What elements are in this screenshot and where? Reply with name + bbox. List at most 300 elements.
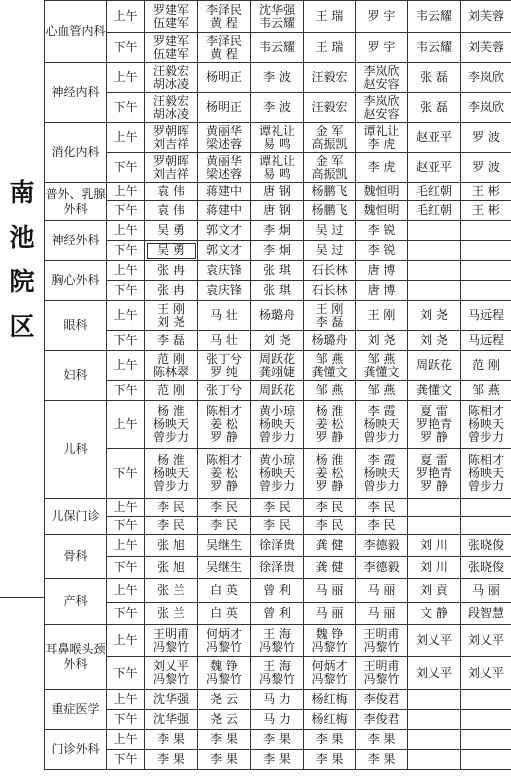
doctor-name: 杨璐舟 [311, 333, 348, 347]
doctor-cell [304, 301, 356, 331]
doctor-cell [304, 221, 356, 241]
schedule-row [45, 63, 511, 93]
doctor-name: 文 静 [420, 606, 448, 620]
doctor-name: 王 瑞 [315, 40, 344, 54]
doctor-name: 周跃花 [415, 358, 452, 372]
doctor-name: 王 彬 [472, 184, 500, 198]
doctor-name: 罗 宇 [367, 9, 396, 23]
session-cell: 下午 [107, 449, 145, 499]
doctor-name: 李 磊 [157, 333, 185, 347]
doctor-cell [145, 625, 198, 657]
doctor-name: 刘 川 [420, 538, 448, 552]
doctor-cell [198, 657, 251, 690]
doctor-cell [198, 730, 251, 750]
doctor-cell [461, 201, 511, 221]
doctor-name: 魏 铮 [210, 659, 238, 673]
doctor-cell [304, 499, 356, 517]
campus-label-char: 南 [9, 178, 35, 207]
session-cell: 上午 [107, 183, 145, 201]
session-cell: 下午 [107, 153, 145, 183]
doctor-cell [304, 603, 356, 625]
doctor-cell [408, 351, 461, 381]
doctor-cell [198, 603, 251, 625]
doctor-name: 罗朝晖 [152, 123, 189, 138]
doctor-cell [408, 517, 461, 535]
doctor-cell [198, 449, 251, 499]
doctor-name: 马 壮 [210, 333, 238, 347]
doctor-cell [461, 351, 511, 381]
doctor-name: 刘 尧 [157, 314, 185, 329]
doctor-cell [304, 579, 356, 603]
schedule-row [45, 183, 511, 201]
doctor-name: 金 军 [315, 153, 344, 168]
doctor-cell [251, 499, 304, 517]
doctor-cell [356, 301, 408, 331]
schedule-row [45, 535, 511, 557]
doctor-name: 李 民 [315, 500, 344, 514]
doctor-cell [461, 750, 511, 770]
doctor-name: 李 民 [367, 500, 396, 514]
doctor-name: 龚 健 [315, 560, 344, 574]
doctor-cell [198, 153, 251, 183]
campus-label [0, 175, 44, 345]
doctor-name: 冯黎竹 [152, 639, 189, 654]
doctor-name: 杨鹏飞 [311, 184, 348, 198]
doctor-cell [198, 123, 251, 153]
department-cell: 门诊外科 [45, 730, 107, 770]
doctor-name: 马 丽 [367, 606, 396, 620]
doctor-cell [461, 449, 511, 499]
doctor-name: 伍建军 [152, 15, 189, 30]
session-cell: 下午 [107, 657, 145, 690]
doctor-cell [356, 603, 408, 625]
doctor-cell [356, 730, 408, 750]
doctor-name: 杨红梅 [311, 692, 348, 706]
session-cell: 上午 [107, 221, 145, 241]
doctor-cell [461, 557, 511, 579]
doctor-cell [145, 201, 198, 221]
schedule-row [45, 381, 511, 401]
schedule-row [45, 449, 511, 499]
doctor-name: 李 果 [210, 752, 238, 766]
schedule-row [45, 730, 511, 750]
doctor-name: 罗 宇 [367, 40, 396, 54]
doctor-name: 曾步力 [363, 430, 400, 444]
doctor-name: 金 军 [315, 123, 344, 138]
doctor-cell [251, 730, 304, 750]
doctor-cell [461, 499, 511, 517]
doctor-cell [461, 657, 511, 690]
doctor-name: 李 虎 [367, 136, 396, 151]
doctor-name: 龚懂文 [363, 364, 400, 379]
doctor-name: 夏 雷 [420, 453, 448, 467]
doctor-name: 罗 静 [420, 479, 448, 493]
doctor-name: 刘乂平 [467, 633, 504, 647]
doctor-cell [461, 241, 511, 261]
doctor-name: 马 力 [263, 712, 291, 726]
doctor-cell [198, 221, 251, 241]
session-cell: 上午 [107, 535, 145, 557]
doctor-cell [251, 221, 304, 241]
doctor-cell [461, 183, 511, 201]
doctor-cell [408, 331, 461, 351]
doctor-cell [408, 579, 461, 603]
doctor-name: 黄 程 [210, 46, 238, 61]
doctor-name: 石长林 [311, 263, 348, 277]
doctor-cell [461, 63, 511, 93]
doctor-name: 汪毅宏 [311, 70, 348, 84]
doctor-name: 张 冉 [157, 283, 185, 297]
doctor-name: 李岚欣 [467, 100, 504, 114]
doctor-cell [145, 301, 198, 331]
doctor-name: 周跃花 [258, 351, 295, 366]
doctor-cell [356, 123, 408, 153]
doctor-name: 杨明正 [205, 100, 242, 114]
doctor-cell [251, 351, 304, 381]
doctor-name: 冯黎竹 [205, 672, 242, 686]
doctor-name: 李 霞 [367, 404, 396, 418]
doctor-name: 冯黎竹 [311, 672, 348, 686]
doctor-name: 杨映天 [363, 466, 400, 480]
doctor-name: 白 英 [210, 606, 238, 620]
doctor-name: 姜 松 [315, 466, 344, 480]
doctor-cell [356, 557, 408, 579]
doctor-name: 李 民 [263, 500, 291, 514]
doctor-cell [251, 201, 304, 221]
schedule-row [45, 579, 511, 603]
doctor-name: 张丁兮 [205, 351, 242, 366]
doctor-name: 杨明正 [205, 70, 242, 84]
doctor-cell [251, 710, 304, 730]
doctor-name: 王 海 [263, 626, 291, 641]
doctor-cell [198, 517, 251, 535]
doctor-cell [356, 183, 408, 201]
doctor-name: 汪毅宏 [311, 100, 348, 114]
campus-label-char: 区 [9, 311, 35, 341]
doctor-cell [304, 33, 356, 63]
doctor-name: 沈华强 [152, 692, 189, 706]
doctor-cell [251, 579, 304, 603]
doctor-cell [408, 33, 461, 63]
doctor-cell [356, 93, 408, 123]
doctor-name: 冯黎竹 [258, 672, 295, 686]
session-cell: 下午 [107, 241, 145, 261]
doctor-cell [356, 517, 408, 535]
doctor-cell [408, 603, 461, 625]
doctor-name: 罗艳青 [415, 466, 452, 480]
schedule-row [45, 281, 511, 301]
doctor-name: 李 波 [263, 100, 291, 114]
duty-schedule-table [44, 0, 511, 770]
doctor-cell [461, 381, 511, 401]
doctor-name: 谭礼让 [258, 123, 295, 138]
department-cell: 心血管内科 [45, 1, 107, 63]
doctor-name: 王 刚 [315, 301, 344, 316]
doctor-name: 李 果 [263, 752, 291, 766]
session-cell: 下午 [107, 33, 145, 63]
doctor-name: 李岚欣 [363, 93, 400, 108]
doctor-cell [356, 261, 408, 281]
doctor-cell [408, 301, 461, 331]
doctor-cell [145, 33, 198, 63]
doctor-name: 李 果 [157, 732, 185, 746]
doctor-name: 罗 静 [420, 430, 448, 444]
doctor-cell [198, 499, 251, 517]
session-cell: 上午 [107, 301, 145, 331]
doctor-name: 陈林翠 [152, 364, 189, 379]
doctor-cell [461, 603, 511, 625]
doctor-name: 杨鹏飞 [311, 203, 348, 217]
schedule-row [45, 557, 511, 579]
doctor-cell [461, 1, 511, 33]
doctor-cell [145, 281, 198, 301]
doctor-name: 袁庆锋 [205, 283, 242, 297]
doctor-cell [251, 750, 304, 770]
department-cell: 产科 [45, 579, 107, 625]
doctor-name: 周跃花 [258, 383, 295, 397]
doctor-name: 李泽民 [205, 2, 242, 17]
department-cell: 消化内科 [45, 123, 107, 183]
doctor-cell [198, 1, 251, 33]
department-cell: 普外、乳腺外科 [45, 183, 107, 221]
doctor-cell [408, 449, 461, 499]
doctor-cell [198, 381, 251, 401]
session-cell: 下午 [107, 381, 145, 401]
doctor-name: 唐 博 [367, 263, 396, 277]
doctor-name: 黄丽华 [205, 123, 242, 138]
doctor-cell [198, 201, 251, 221]
doctor-name: 张丁兮 [205, 383, 242, 397]
doctor-name: 吴 勇 [157, 243, 185, 257]
doctor-cell [356, 535, 408, 557]
doctor-cell [356, 710, 408, 730]
doctor-name: 龚翊婕 [258, 364, 295, 379]
doctor-cell [251, 123, 304, 153]
doctor-cell [461, 281, 511, 301]
doctor-name: 王明甫 [363, 659, 400, 673]
doctor-cell [251, 603, 304, 625]
doctor-name: 李岚欣 [363, 63, 400, 78]
doctor-name: 罗 静 [315, 479, 344, 493]
schedule-row [45, 123, 511, 153]
schedule-row [45, 261, 511, 281]
doctor-name: 李 果 [263, 732, 291, 746]
doctor-cell [145, 750, 198, 770]
doctor-cell [145, 183, 198, 201]
doctor-cell [408, 499, 461, 517]
doctor-name: 曾步力 [467, 479, 504, 493]
doctor-cell [251, 657, 304, 690]
doctor-name: 郭文才 [205, 243, 242, 257]
session-cell: 上午 [107, 351, 145, 381]
doctor-cell [198, 33, 251, 63]
doctor-name: 吴继生 [205, 560, 242, 574]
doctor-cell [304, 381, 356, 401]
doctor-cell [198, 93, 251, 123]
doctor-cell [145, 221, 198, 241]
doctor-cell [145, 499, 198, 517]
doctor-cell [356, 381, 408, 401]
doctor-name: 杨映天 [467, 466, 504, 480]
doctor-name: 张 兰 [157, 606, 185, 620]
doctor-name: 徐泽贵 [258, 560, 295, 574]
schedule-row [45, 517, 511, 535]
doctor-name: 李 磊 [315, 314, 344, 329]
doctor-name: 刘乂平 [415, 633, 452, 647]
doctor-cell [356, 331, 408, 351]
doctor-cell [356, 401, 408, 449]
doctor-cell [145, 153, 198, 183]
doctor-name: 胡冰凌 [152, 76, 189, 91]
doctor-cell [251, 557, 304, 579]
doctor-cell [251, 401, 304, 449]
doctor-name: 冯黎竹 [311, 639, 348, 654]
doctor-name: 龚懂文 [311, 364, 348, 379]
doctor-cell [408, 1, 461, 33]
doctor-name: 魏恒明 [363, 203, 400, 217]
doctor-cell [251, 281, 304, 301]
doctor-name: 刘吉祥 [152, 136, 189, 151]
doctor-cell [461, 153, 511, 183]
doctor-name: 张晓俊 [467, 538, 504, 552]
schedule-row [45, 690, 511, 710]
doctor-name: 曾步力 [467, 430, 504, 444]
doctor-cell [198, 63, 251, 93]
doctor-name: 冯黎竹 [258, 639, 295, 654]
doctor-cell [145, 710, 198, 730]
doctor-name: 汪毅宏 [152, 63, 189, 78]
doctor-cell [356, 1, 408, 33]
doctor-cell [356, 221, 408, 241]
session-cell: 上午 [107, 625, 145, 657]
doctor-cell [356, 201, 408, 221]
doctor-name: 尧 云 [210, 692, 238, 706]
doctor-name: 沈华强 [152, 712, 189, 726]
doctor-cell [198, 241, 251, 261]
doctor-name: 刘 貢 [420, 583, 448, 597]
doctor-cell [145, 351, 198, 381]
doctor-cell [145, 449, 198, 499]
doctor-name: 刘芙蓉 [467, 40, 504, 54]
doctor-name: 韦云耀 [415, 40, 452, 54]
doctor-name: 李泽民 [205, 33, 242, 48]
doctor-cell [408, 557, 461, 579]
doctor-name: 吴 过 [315, 243, 344, 257]
doctor-name: 罗 静 [210, 430, 238, 444]
doctor-name: 杨璐舟 [258, 308, 295, 322]
doctor-name: 李俊君 [363, 692, 400, 706]
session-cell: 上午 [107, 690, 145, 710]
doctor-cell [251, 1, 304, 33]
session-cell: 下午 [107, 710, 145, 730]
session-cell: 下午 [107, 517, 145, 535]
doctor-cell [408, 153, 461, 183]
doctor-name: 龚懂文 [415, 383, 452, 397]
doctor-name: 汪毅宏 [152, 93, 189, 108]
doctor-cell [251, 381, 304, 401]
doctor-cell [145, 93, 198, 123]
doctor-name: 曾步力 [152, 479, 189, 493]
doctor-name: 龚 健 [315, 538, 344, 552]
doctor-name: 张 琪 [263, 283, 291, 297]
doctor-cell [145, 63, 198, 93]
doctor-name: 李 锐 [367, 223, 396, 237]
doctor-cell [461, 123, 511, 153]
doctor-name: 刘 川 [420, 560, 448, 574]
doctor-name: 韦云耀 [258, 15, 295, 30]
doctor-name: 冯黎竹 [363, 672, 400, 686]
doctor-name: 杨映天 [152, 417, 189, 431]
doctor-name: 张 旭 [157, 560, 185, 574]
doctor-cell [408, 730, 461, 750]
doctor-name: 王明甫 [152, 626, 189, 641]
doctor-name: 张 磊 [420, 70, 448, 84]
session-cell: 下午 [107, 93, 145, 123]
doctor-name: 李 霞 [367, 453, 396, 467]
doctor-cell [251, 93, 304, 123]
doctor-cell [198, 690, 251, 710]
doctor-name: 赵安容 [363, 106, 400, 121]
doctor-cell [251, 63, 304, 93]
doctor-name: 王 瑞 [315, 9, 344, 23]
doctor-name: 杨 淮 [157, 453, 185, 467]
doctor-cell [408, 710, 461, 730]
doctor-cell [356, 579, 408, 603]
doctor-cell [304, 557, 356, 579]
doctor-cell [304, 750, 356, 770]
doctor-cell [304, 401, 356, 449]
doctor-name: 李 民 [210, 500, 238, 514]
session-cell: 上午 [107, 579, 145, 603]
doctor-cell [198, 351, 251, 381]
doctor-cell [356, 281, 408, 301]
doctor-name: 王明甫 [363, 626, 400, 641]
doctor-name: 马 丽 [472, 583, 500, 597]
doctor-cell [461, 221, 511, 241]
doctor-name: 刘乂平 [467, 665, 504, 680]
doctor-name: 李德毅 [363, 538, 400, 552]
doctor-name: 杨映天 [467, 417, 504, 431]
doctor-name: 唐 钢 [263, 203, 291, 217]
doctor-cell [304, 123, 356, 153]
session-cell: 下午 [107, 750, 145, 770]
doctor-cell [461, 261, 511, 281]
department-cell: 耳鼻喉头颈外科 [45, 625, 107, 690]
doctor-name: 杨映天 [152, 466, 189, 480]
doctor-name: 易 鸣 [263, 136, 291, 151]
doctor-name: 张晓俊 [467, 560, 504, 574]
doctor-cell [304, 625, 356, 657]
doctor-name: 魏 铮 [315, 626, 344, 641]
doctor-name: 王 刚 [157, 301, 185, 316]
doctor-name: 唐 钢 [263, 184, 291, 198]
schedule-row [45, 201, 511, 221]
doctor-name: 李 果 [367, 752, 396, 766]
doctor-cell [304, 690, 356, 710]
schedule-row [45, 625, 511, 657]
doctor-cell [461, 93, 511, 123]
doctor-cell [251, 261, 304, 281]
doctor-cell [145, 123, 198, 153]
doctor-name: 李 民 [315, 518, 344, 532]
doctor-name: 王 彬 [472, 203, 500, 217]
doctor-name: 黄丽华 [205, 153, 242, 168]
doctor-name: 赵亚平 [415, 160, 452, 174]
doctor-cell [251, 331, 304, 351]
doctor-cell [198, 579, 251, 603]
doctor-name: 刘 尧 [263, 333, 291, 347]
doctor-name: 张 磊 [420, 100, 448, 114]
